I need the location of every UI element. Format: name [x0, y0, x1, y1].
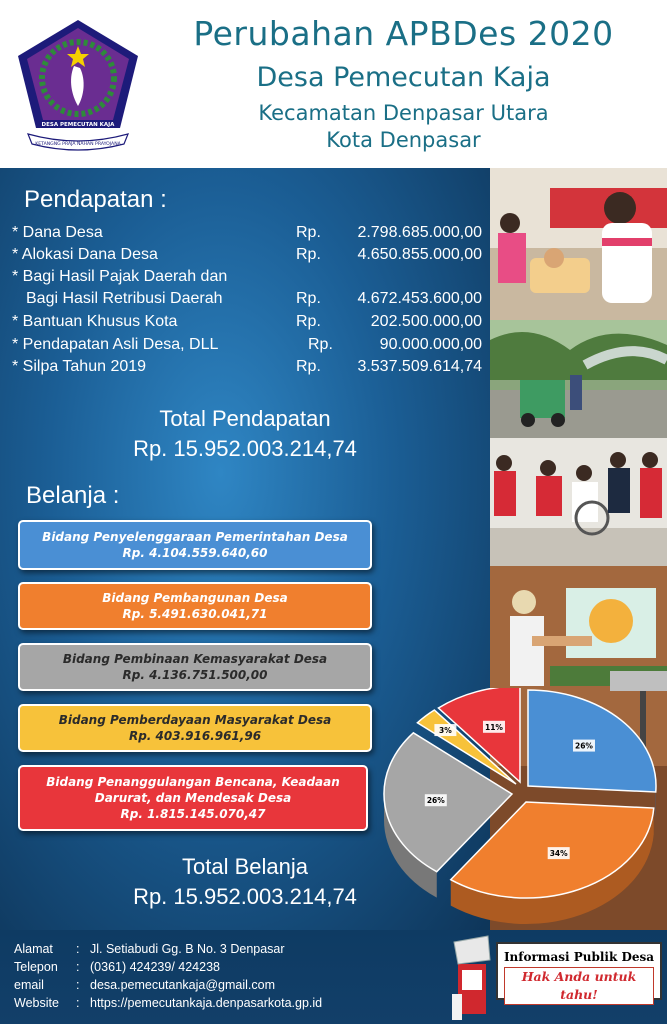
village-logo	[14, 16, 142, 156]
income-row	[12, 246, 482, 268]
contact-separator: :	[76, 942, 80, 956]
district-name: Kecamatan Denpasar Utara	[258, 101, 549, 125]
income-row	[12, 336, 482, 358]
spending-pie-chart	[370, 688, 667, 940]
pie-label-bidang-penanggulangan-bencana-keadaan-darurat-dan-mendesak-desa: 11%	[485, 722, 503, 732]
spending-value: Rp. 403.916.961,96	[128, 729, 262, 743]
logo-text: DESA PEMECUTAN KAJA	[41, 122, 115, 128]
spending-box-pemberdayaan	[18, 704, 372, 752]
income-row	[12, 268, 482, 290]
pie-label-bidang-pembinaan-kemasyarakat-desa: 26%	[426, 796, 445, 806]
income-name: * Pendapatan Asli Desa, DLL	[12, 336, 219, 353]
income-currency: Rp.	[296, 313, 321, 330]
spending-name: Bidang Penanggulangan Bencana, Keadaan Darurat, dan Mendesak Desa	[46, 775, 340, 805]
income-currency: Rp.	[308, 336, 333, 353]
spending-box-pembangunan	[18, 582, 372, 630]
contact-value: Jl. Setiabudi Gg. B No. 3 Denpasar	[90, 942, 285, 956]
contact-address	[14, 942, 285, 956]
income-row	[12, 224, 482, 246]
income-name: Bagi Hasil Retribusi Daerah	[26, 290, 223, 307]
income-name: * Bagi Hasil Pajak Daerah dan	[12, 268, 228, 285]
income-currency: Rp.	[296, 358, 321, 375]
contact-key: email	[14, 978, 44, 992]
page-title: Perubahan APBDes 2020	[193, 14, 614, 53]
posyandu-photo	[490, 168, 667, 320]
total-income-value: Rp. 15.952.003.214,74	[133, 436, 357, 461]
contact-value: (0361) 424239/ 424238	[90, 960, 220, 974]
spending-name: Bidang Pembinaan Kemasyarakat Desa	[62, 652, 328, 666]
spending-value: Rp. 4.136.751.500,00	[122, 668, 268, 682]
pie-label-bidang-penyelenggaraan-pemerintahan-desa: 26%	[575, 741, 593, 751]
spending-name: Bidang Pemberdayaan Masyarakat Desa	[58, 713, 332, 727]
contact-website	[14, 996, 322, 1010]
spending-value: Rp. 1.815.145.070,47	[120, 807, 266, 821]
spending-name: Bidang Penyelenggaraan Pemerintahan Desa	[42, 530, 348, 544]
city-name: Kota Denpasar	[326, 128, 481, 152]
income-currency: Rp.	[296, 246, 321, 263]
contact-key: Telepon	[14, 960, 58, 974]
contact-separator: :	[76, 960, 80, 974]
income-section-title: Pendapatan :	[24, 186, 167, 213]
contact-key: Website	[14, 996, 59, 1010]
spending-box-pemerintahan	[18, 520, 372, 570]
income-value: 90.000.000,00	[379, 336, 482, 353]
total-spending-value: Rp. 15.952.003.214,74	[133, 884, 357, 909]
contact-email	[14, 978, 275, 992]
contact-value: https://pemecutankaja.denpasarkota.gp.id	[90, 996, 323, 1010]
income-name: * Bantuan Khusus Kota	[12, 313, 178, 330]
income-name: * Dana Desa	[12, 224, 103, 241]
income-value: 202.500.000,00	[370, 313, 482, 330]
income-row	[12, 358, 482, 380]
spending-box-pembinaan	[18, 643, 372, 691]
income-name: * Silpa Tahun 2019	[12, 358, 147, 375]
pie-label-bidang-pemberdayaan-masyarakat-desa: 3%	[439, 726, 452, 736]
income-row	[12, 313, 482, 335]
income-name: * Alokasi Dana Desa	[12, 246, 158, 263]
income-value: 3.537.509.614,74	[357, 358, 482, 375]
income-value: 2.798.685.000,00	[357, 224, 482, 241]
public-info-mascot-icon	[448, 934, 494, 1022]
income-row	[12, 290, 482, 312]
disinfection-photo	[490, 320, 667, 438]
income-currency: Rp.	[296, 290, 321, 307]
village-name: Desa Pemecutan Kaja	[256, 62, 551, 93]
spending-name: Bidang Pembangunan Desa	[102, 591, 288, 605]
total-income-label: Total Pendapatan	[159, 406, 331, 431]
income-value: 4.672.453.600,00	[357, 290, 482, 307]
badge-slogan: Hak Anda untuk tahu!	[504, 967, 654, 1005]
income-value: 4.650.855.000,00	[357, 246, 482, 263]
income-currency: Rp.	[296, 224, 321, 241]
contact-value: desa.pemecutankaja@gmail.com	[90, 978, 276, 992]
spending-value: Rp. 5.491.630.041,71	[122, 607, 268, 621]
spending-box-bencana	[18, 765, 368, 831]
total-spending-label: Total Belanja	[182, 854, 308, 879]
pie-label-bidang-pembangunan-desa: 34%	[549, 849, 568, 859]
header	[0, 0, 667, 168]
logo-motto: KETANGNG PRAJA NAHAN PRAYOJANA	[35, 142, 121, 147]
contact-key: Alamat	[14, 942, 53, 956]
contact-separator: :	[76, 996, 80, 1010]
aid-distribution-photo	[490, 438, 667, 566]
public-info-badge	[496, 942, 662, 1000]
spending-value: Rp. 4.104.559.640,60	[122, 546, 268, 560]
contact-separator: :	[76, 978, 80, 992]
badge-title: Informasi Publik Desa	[503, 950, 655, 964]
contact-phone	[14, 960, 220, 974]
spending-section-title: Belanja :	[26, 482, 120, 509]
